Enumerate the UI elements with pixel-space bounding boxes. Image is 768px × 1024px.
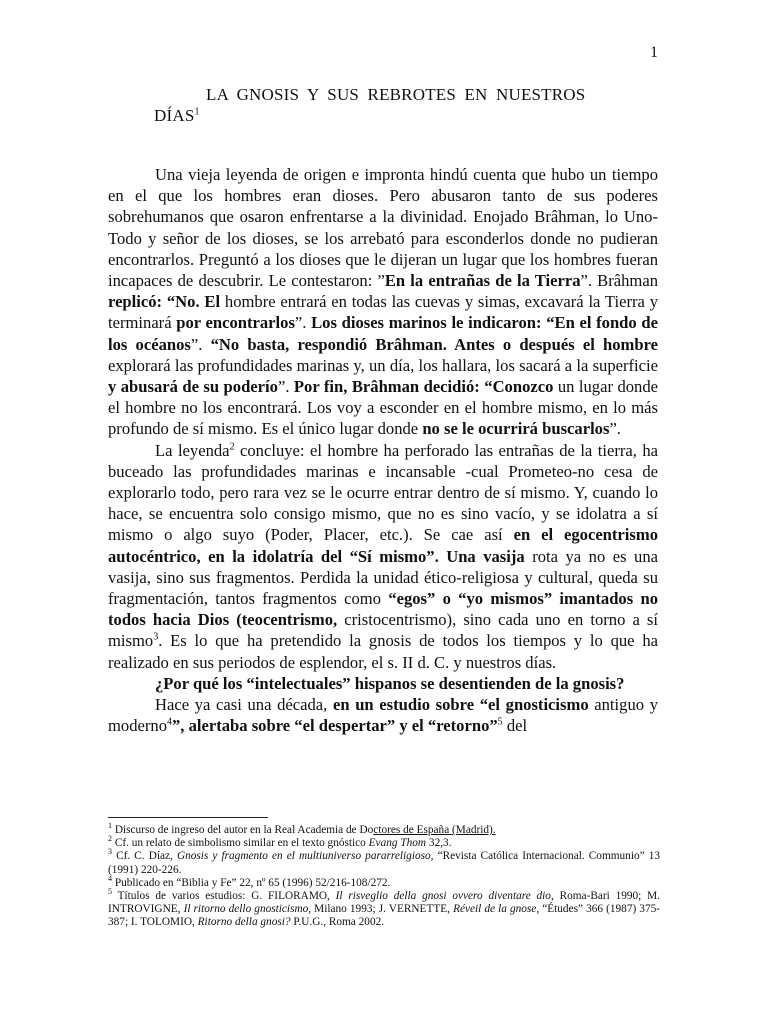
bold-run: no se le ocurrirá buscarlos — [422, 419, 610, 439]
footnote-italic: Il ritorno dello gnosticismo, — [183, 903, 312, 916]
footnote-text: Discurso de ingreso del autor en la Real Academia de Do — [112, 824, 374, 836]
section-heading: ¿Por qué los “intelectuales” hispanos se desentienden de la gnosis? — [155, 673, 625, 693]
footnote-italic: Réveil de la gnose, — [453, 903, 540, 916]
footnote-text: Títulos de varios estudios: G. FILORAMO, — [112, 890, 336, 903]
bold-run: por encontrarlos — [176, 313, 295, 333]
title-line-2 — [154, 105, 624, 126]
footnote-ref-2[interactable]: 2 — [229, 441, 235, 453]
footnote-text: 32,3. — [426, 837, 452, 850]
bold-run: “No basta, respondió Brâhman. Antes o después el hombre — [210, 334, 658, 354]
bold-run: “egos” o “yo mismos” imantados no todos hacia Dios (teocentrismo, — [108, 589, 658, 630]
footnote-link[interactable]: ctores de España (Madrid). — [373, 824, 496, 836]
paragraph-conclusion — [108, 440, 658, 673]
footnote-text: Roma-Bari 1990; M. INTROVIGNE, — [108, 890, 660, 916]
bold-run: Por fin, Brâhman decidió: “Conozco — [293, 377, 554, 397]
footnote-text: Cf. un relato de simbolismo similar en el texto gnóstico — [112, 837, 369, 850]
text-run: ”. — [294, 313, 312, 333]
footnote-number: 2 — [108, 834, 112, 844]
footnote-number: 4 — [108, 874, 112, 884]
bold-run: replicó: “No. El — [108, 292, 221, 312]
text-run: antiguo y moderno — [108, 695, 658, 736]
footnote-number: 5 — [108, 887, 112, 897]
text-run: La leyenda — [155, 440, 230, 460]
text-run: ”. Brâhman — [580, 271, 659, 291]
footnote-2 — [108, 834, 660, 850]
text-run: ”. — [277, 377, 294, 397]
paragraph-legend — [108, 164, 658, 440]
footnote-italic: Evang Thom — [368, 837, 427, 850]
text-run: hombre entrará en todas las cuevas y simas, excavará la Tierra y terminará — [108, 292, 658, 333]
footnote-text: P.U.G., Roma 2002. — [290, 916, 385, 929]
text-run: del — [502, 716, 528, 736]
footnote-text: Cf. C. Díaz, — [112, 850, 177, 863]
footnote-text: “Études” 366 (1987) 375-387; I. TOLOMIO, — [108, 903, 661, 929]
bold-run: y abusará de su poderío — [108, 377, 278, 397]
footnote-5 — [108, 887, 661, 930]
bold-run: Los dioses marinos le indicaron: “En el fondo de los océanos — [108, 313, 658, 354]
footnote-number: 3 — [108, 847, 112, 857]
footnote-text: “Revista Católica Internacional. Communio” 13 (1991) 220-226. — [108, 850, 660, 876]
bold-run: ”, alertaba sobre “el despertar” y el “retorno” — [172, 716, 498, 736]
text-run: Una vieja leyenda de origen e impronta hindú cuenta que hubo un tiempo en el que los hombres eran dioses. Pero abusaron tanto de sus poderes sobrehumanos que osaron enfrentarse a la divinidad. Enojado Brâhman, lo Uno-Todo y señor de los dioses, se los arrebató para esconderlos donde no pudieran encontrarlos. Preguntó a los dioses que le dijeran un lugar que los hombres fueran incapaces de descubrir. Le contestaron: ” — [108, 165, 658, 291]
footnote-1 — [108, 821, 660, 837]
text-run: ”. — [190, 334, 211, 354]
footnote-ref-4[interactable]: 4 — [167, 716, 172, 728]
footnote-ref-5[interactable]: 5 — [497, 716, 503, 728]
text-run: Hace ya casi una década, — [155, 695, 333, 715]
page-title — [154, 84, 624, 126]
footnote-italic: Ritorno della gnosi? — [197, 916, 291, 929]
footnote-ref-3[interactable]: 3 — [153, 631, 159, 643]
footnote-ref-1[interactable]: 1 — [194, 106, 200, 118]
title-line-1: LA GNOSIS Y SUS REBROTES EN NUESTROS — [206, 85, 586, 104]
bold-run: en un estudio sobre “el gnosticismo — [332, 695, 589, 715]
text-run: . Es lo que ha pretendido la gnosis de todos los tiempos y lo que ha realizado en sus periodos de esplendor, el s. II d. C. y nuestros días. — [108, 631, 658, 672]
footnote-4 — [108, 874, 660, 890]
page-number: 1 — [650, 44, 658, 61]
footnote-text: Publicado en “Biblia y Fe” 22, nº 65 (1996) 52/216-108/272. — [112, 876, 391, 889]
bold-run: en el egocentrismo autocéntrico, en la idolatría del “Sí mismo”. Una vasija — [108, 525, 658, 566]
paragraph-decade — [108, 694, 658, 736]
text-run: cristocentrismo), sino cada uno en torno a sí mismo — [108, 610, 658, 651]
text-run: ”. — [609, 419, 621, 439]
footnote-number: 1 — [108, 821, 112, 831]
footnote-italic: Gnosis y fragmento en el multiuniverso pararreligioso, — [176, 850, 434, 863]
footnote-italic: Il risveglio della gnosi ovvero diventare dio, — [335, 890, 554, 903]
footnotes — [108, 821, 661, 930]
bold-run: En la entrañas de la Tierra — [384, 271, 581, 291]
footnote-text: Milano 1993; J. VERNETTE, — [311, 903, 454, 916]
body-text — [108, 164, 658, 736]
text-run: concluye: el hombre ha perforado las entrañas de la tierra, ha buceado las profundidades marinas e incansable -cual Prometeo-no cesa de explorarlo todo, pero rara vez se le ocurre entrar dentro de sí mismo. Y, cuando lo hace, se encuentra solo consigo mismo, que no es sino vacío, y se idolatra a sí mismo o algo suyo (Poder, Placer, etc.). Se cae así — [108, 440, 659, 545]
text-run: un lugar donde el hombre no los encontrará. Los voy a esconder en el hombre mismo, en lo más profundo de sí mismo. Es el único lugar donde — [108, 377, 658, 439]
footnote-3 — [108, 847, 660, 876]
footnote-divider — [108, 817, 268, 818]
text-run: rota ya no es una vasija, sino sus fragmentos. Perdida la unidad ético-religiosa y cultural, queda su fragmentación, tantos fragmentos como — [108, 546, 659, 609]
text-run: explorará las profundidades marinas y, un día, los hallara, los sacará a la superficie — [108, 355, 658, 375]
title-word: DÍAS — [154, 106, 195, 125]
